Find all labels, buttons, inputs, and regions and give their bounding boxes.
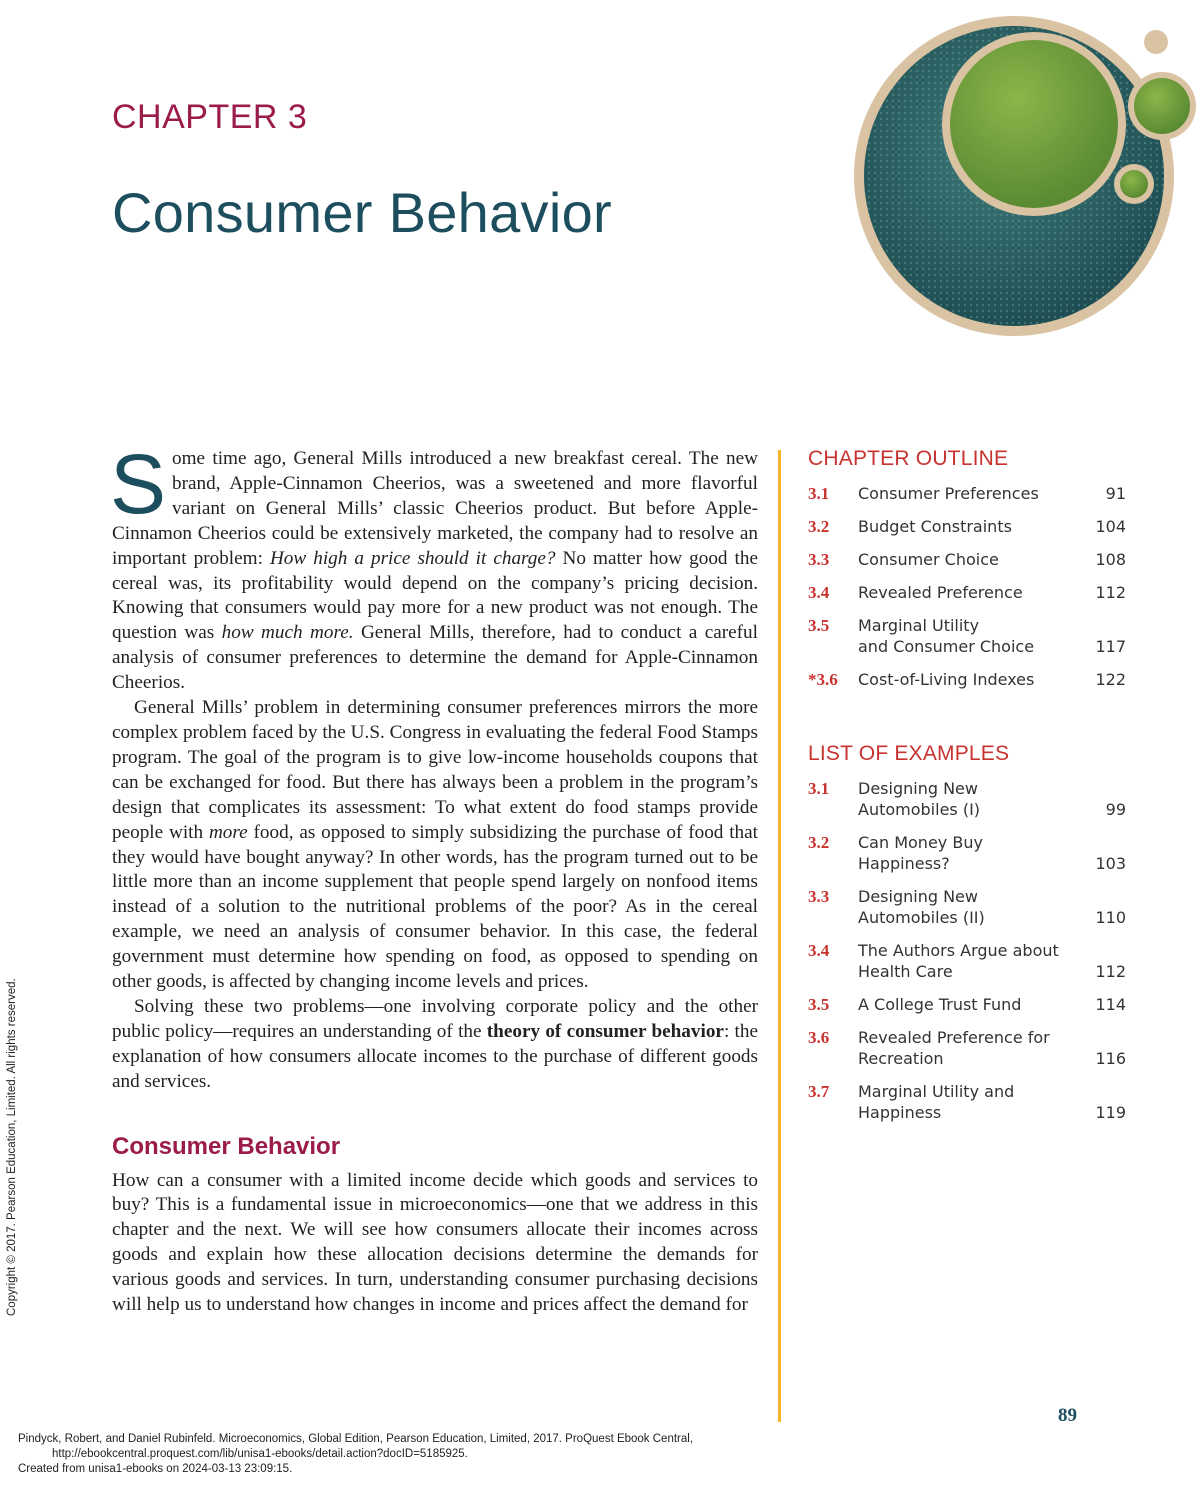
outline-item-page: 112: [1095, 583, 1126, 602]
examples-item-number: 3.4: [808, 941, 830, 960]
section-heading: Consumer Behavior: [112, 1132, 341, 1160]
outline-item-number: 3.2: [808, 517, 830, 536]
main-text: [110, 437, 758, 1318]
chapter-outline: [808, 447, 1126, 702]
examples-item-number: 3.5: [808, 995, 830, 1014]
examples-item-number: 3.3: [808, 887, 830, 906]
examples-item-page: 114: [1095, 995, 1126, 1014]
examples-item-page: 110: [1095, 908, 1126, 927]
outline-item-number: 3.4: [808, 583, 830, 602]
examples-item-label: Designing New Automobiles (II): [858, 887, 985, 927]
drop-cap: S: [110, 437, 167, 531]
column-divider: [778, 450, 781, 1422]
outline-heading: CHAPTER OUTLINE: [808, 447, 1009, 470]
examples-item-page: 119: [1095, 1103, 1126, 1122]
paragraph-theory: Solving these two problems—one involving corporate policy and the other public policy—requires an understanding of the theory of consumer behavior: the explanation of how consumers allocate incomes to the purchase of different goods and services.: [112, 995, 758, 1092]
outline-item-page: 122: [1095, 670, 1126, 689]
examples-item-label: Marginal Utility and Happiness: [858, 1082, 1015, 1122]
examples-item-number: 3.1: [808, 779, 830, 798]
outline-item-number: 3.3: [808, 550, 830, 569]
outline-item[interactable]: [808, 669, 1126, 690]
examples-item[interactable]: [808, 886, 1126, 928]
examples-item[interactable]: [808, 1081, 1126, 1123]
outline-item-page: 117: [1095, 637, 1126, 656]
copyright-notice: Copyright © 2017. Pearson Education, Limited. All rights reserved.: [6, 978, 18, 1316]
outline-item[interactable]: [808, 516, 1126, 537]
examples-item-label: Revealed Preference for Recreation: [858, 1028, 1050, 1068]
outline-item-label: Consumer Preferences: [858, 484, 1039, 503]
outline-item[interactable]: [808, 582, 1126, 603]
outline-item-label: Budget Constraints: [858, 517, 1012, 536]
outline-item-page: 108: [1095, 550, 1126, 569]
paragraph-food-stamps: General Mills’ problem in determining consumer preferences mirrors the more complex problem faced by the U.S. Congress in evaluating the federal Food Stamps program. The goal of the program is to give low-income households coupons that can be exchanged for food. But there has always been a problem in the program’s design that complicates its assessment: To what extent do food stamps provide people with more food, as opposed to simply subsidizing the purchase of food that they would have bought anyway? In other words, has the program turned out to be little more than an income supplement that people spend largely on nonfood items instead of a solution to the nutritional problems of the poor? As in the cereal example, we need an analysis of consumer behavior. In this case, the federal government must determine how spending on food, as opposed to spending on other goods, is affected by changing income levels and prices.: [112, 697, 758, 993]
outline-item[interactable]: [808, 615, 1126, 657]
outline-item-label: Marginal Utility and Consumer Choice: [858, 616, 1035, 656]
examples-item-label: The Authors Argue about Health Care: [858, 941, 1059, 981]
examples-item-page: 116: [1095, 1049, 1126, 1068]
footer-line-1: Pindyck, Robert, and Daniel Rubinfeld. Microeconomics, Global Edition, Pearson Education, Limited, 2017. ProQuest Ebook Central,: [18, 1433, 694, 1445]
examples-item-label: Can Money Buy Happiness?: [858, 833, 983, 873]
list-of-examples: [808, 742, 1126, 1135]
examples-item[interactable]: [808, 832, 1126, 874]
outline-item[interactable]: [808, 483, 1126, 504]
examples-item-page: 99: [1105, 800, 1126, 819]
examples-item-number: 3.7: [808, 1082, 830, 1101]
decorative-circles-image: [854, 14, 1200, 350]
outline-item-page: 104: [1095, 517, 1126, 536]
outline-item-number: 3.1: [808, 484, 830, 503]
examples-item[interactable]: [808, 1027, 1126, 1069]
chapter-title: Consumer Behavior: [112, 181, 612, 244]
outline-item-number: 3.5: [808, 616, 830, 635]
chapter-label: CHAPTER 3: [112, 98, 308, 136]
examples-item-number: 3.2: [808, 833, 830, 852]
outline-item-label: Revealed Preference: [858, 583, 1023, 602]
examples-item[interactable]: [808, 994, 1126, 1015]
footer-line-2[interactable]: http://ebookcentral.proquest.com/lib/unisa1-ebooks/detail.action?docID=5185925.: [52, 1448, 468, 1460]
footer-line-3: Created from unisa1-ebooks on 2024-03-13 23:09:15.: [18, 1463, 293, 1475]
outline-item-label: Cost-of-Living Indexes: [858, 670, 1035, 689]
examples-item-page: 103: [1095, 854, 1126, 873]
page-number: 89: [1058, 1405, 1077, 1426]
outline-item-number: *3.6: [808, 670, 838, 689]
examples-heading: LIST OF EXAMPLES: [808, 742, 1010, 765]
outline-item-page: 91: [1105, 484, 1126, 503]
examples-item[interactable]: [808, 940, 1126, 982]
examples-item-number: 3.6: [808, 1028, 830, 1047]
footer-citation: [18, 1432, 693, 1477]
outline-item[interactable]: [808, 549, 1126, 570]
examples-item[interactable]: [808, 778, 1126, 820]
examples-item-label: A College Trust Fund: [858, 995, 1022, 1014]
intro-paragraph: Some time ago, General Mills introduced a new breakfast cereal. The new brand, Apple-Cinnamon Cheerios, was a sweetened and more flavorful variant on General Mills’ classic Cheerios product. But before Apple-Cinnamon Cheerios could be extensively marketed, the company had to resolve an important problem: How high a price should it charge? No matter how good the cereal was, its profitability would depend on the company’s pricing decision. Knowing that consumers would pay more for a new product was not enough. The question was how much more. General Mills, therefore, had to conduct a careful analysis of consumer preferences to determine the demand for Apple-Cinnamon Cheerios.: [110, 437, 758, 694]
examples-item-label: Designing New Automobiles (I): [858, 779, 981, 819]
outline-item-label: Consumer Choice: [858, 550, 999, 569]
section-paragraph: How can a consumer with a limited income decide which goods and services to buy? This is a fundamental issue in microeconomics—one that we address in this chapter and the next. We will see how consumers allocate their incomes across goods and explain how these allocation decisions determine the demands for various goods and services. In turn, understanding consumer purchasing decisions will help us to understand how changes in income and prices affect the demand for: [112, 1169, 758, 1316]
examples-item-page: 112: [1095, 962, 1126, 981]
